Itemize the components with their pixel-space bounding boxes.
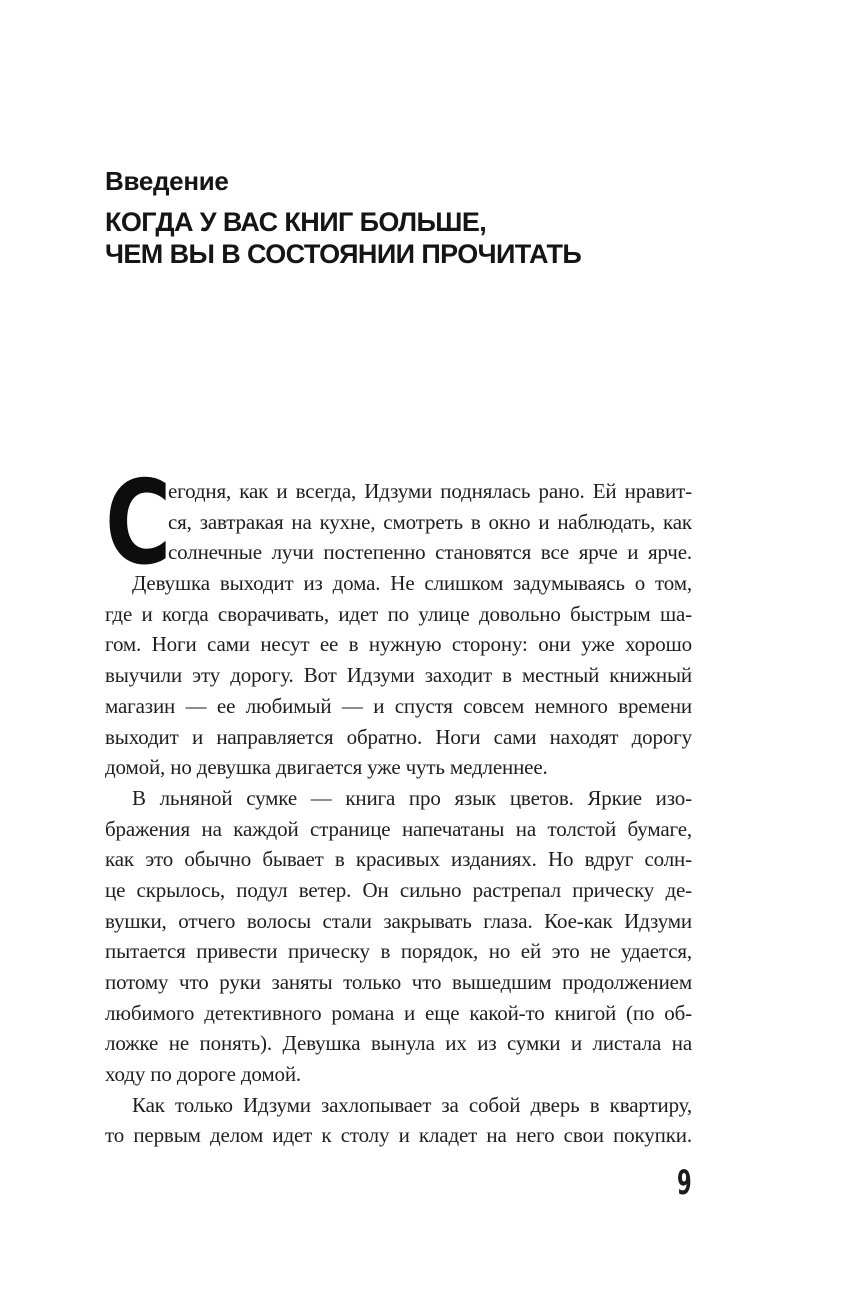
text-line: солнечные лучи постепенно становятся все ярче и ярче.: [168, 540, 692, 565]
text-line: гом. Ноги сами несут ее в нужную сторону: они уже хорошо: [105, 632, 692, 657]
text-line: где и когда сворачивать, идет по улице довольно быстрым ша-: [105, 601, 692, 626]
paragraph: [105, 783, 692, 1090]
text-line: егодня, как и всегда, Идзуми поднялась рано. Ей нравит-: [168, 479, 692, 503]
text-line: ложке не понять). Девушка вынула их из сумки и листала на: [105, 1031, 692, 1056]
text-line: любимого детективного романа и еще какой-то книгой (по об-: [105, 1000, 692, 1025]
text-line: как это обычно бывает в красивых изданиях. Но вдруг солн-: [105, 847, 692, 872]
page-number-container: [105, 1163, 692, 1203]
drop-cap-letter: С: [105, 456, 172, 591]
text-line: В льняной сумке — книга про язык цветов. Яркие изо-: [132, 785, 692, 810]
page-number: 9: [677, 1163, 692, 1203]
text-line: Девушка выходит из дома. Не слишком задумываясь о том,: [132, 571, 692, 596]
paragraph: [105, 1090, 692, 1151]
paragraph: [105, 568, 692, 783]
text-line: бражения на каждой странице напечатаны на толстой бумаге,: [105, 816, 692, 841]
text-line: магазин — ее любимый — и спустя совсем немного времени: [105, 693, 692, 718]
text-line: вушки, отчего волосы стали закрывать глаза. Кое-как Идзуми: [105, 908, 692, 933]
text-line: Как только Идзуми захлопывает за собой дверь в квартиру,: [132, 1092, 692, 1117]
chapter-title-line-1: КОГДА У ВАС КНИГ БОЛЬШЕ,: [105, 207, 487, 237]
text-line: це скрылось, подул ветер. Он сильно растрепал прическу де-: [105, 877, 692, 902]
text-line: пытается привести прическу в порядок, но ей это не удается,: [105, 939, 692, 964]
text-line: потому что руки заняты только что вышедшим продолжением: [105, 970, 692, 994]
text-line: выучили эту дорогу. Вот Идзуми заходит в местный книжный: [105, 663, 692, 688]
chapter-title-line-2: ЧЕМ ВЫ В СОСТОЯНИИ ПРОЧИТАТЬ: [105, 239, 582, 269]
text-line: ходу по дороге домой.: [105, 1062, 302, 1087]
body-text: [105, 456, 692, 1151]
text-line: ся, завтракая на кухне, смотреть в окно и наблюдать, как: [168, 509, 692, 534]
chapter-title: [105, 206, 581, 270]
section-label: Введение: [105, 166, 229, 196]
text-line: то первым делом идет к столу и кладет на него свои покупки.: [105, 1123, 692, 1148]
text-line: выходит и направляется обратно. Ноги сами находят дорогу: [105, 724, 692, 749]
text-line: домой, но девушка двигается уже чуть медленнее.: [105, 755, 548, 780]
